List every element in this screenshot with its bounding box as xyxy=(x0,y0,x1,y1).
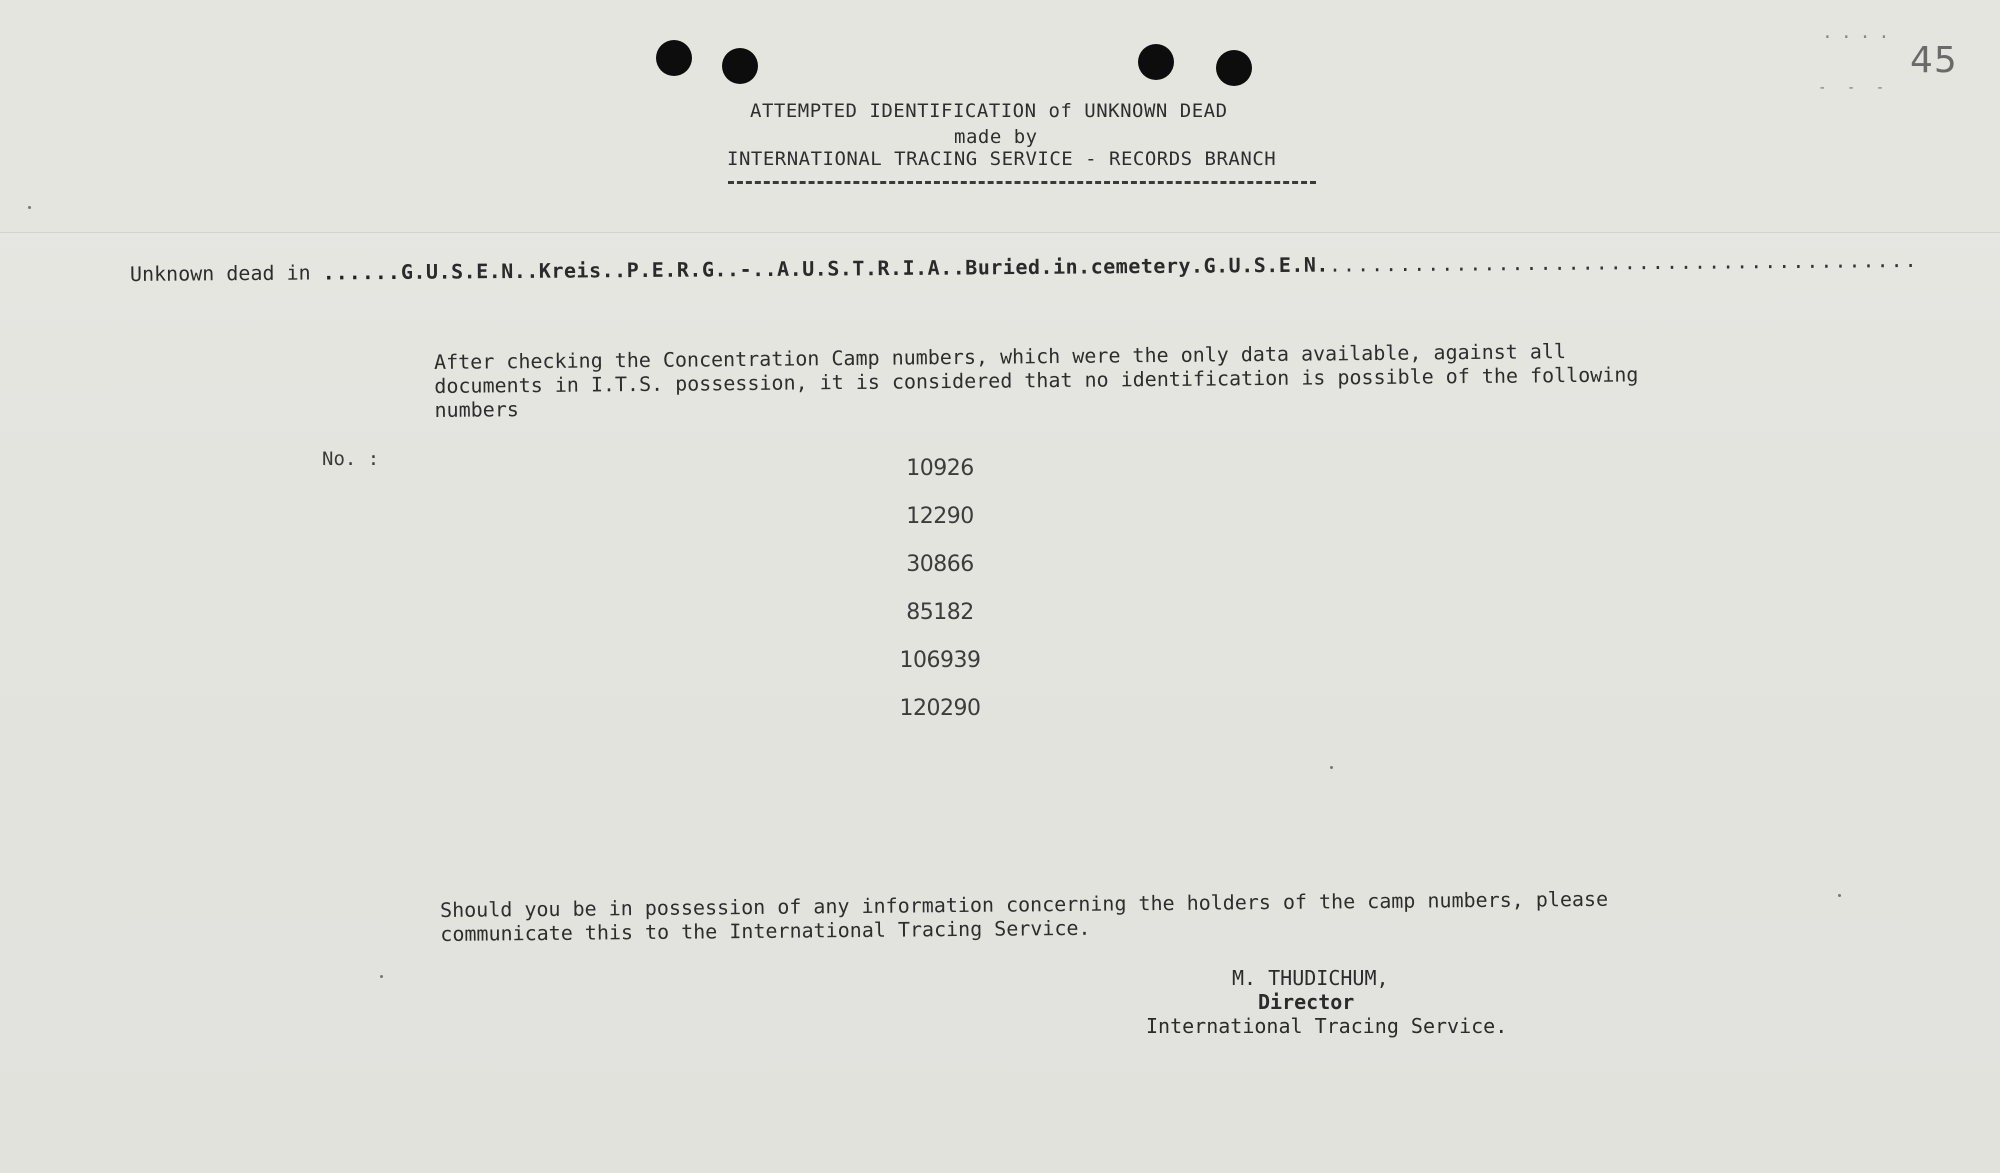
camp-numbers-list xyxy=(880,456,1000,744)
punch-hole-icon xyxy=(1138,44,1174,80)
header-made-by: made by xyxy=(954,126,1038,148)
camp-number: 106939 xyxy=(899,648,981,673)
closing-paragraph: Should you be in possession of any information concerning the holders of the camp numbers, please communicate this to the International Tracing Service. xyxy=(440,886,1609,946)
camp-number: 85182 xyxy=(906,600,974,625)
camp-number: 10926 xyxy=(906,456,974,481)
punch-hole-icon xyxy=(1216,50,1252,86)
page-number: 45 xyxy=(1910,40,1958,81)
numbers-label: No. : xyxy=(322,448,380,470)
trailing-dots: .......................................... xyxy=(1328,247,1919,277)
unknown-dead-line xyxy=(130,248,1919,286)
signature-title: Director xyxy=(1258,990,1355,1014)
camp-number: 12290 xyxy=(906,504,974,529)
punch-hole-icon xyxy=(722,48,758,84)
camp-number: 120290 xyxy=(899,696,981,721)
paper-speck xyxy=(28,206,31,209)
corner-dash-marks: - - - xyxy=(1818,80,1891,96)
unknown-dead-label: Unknown dead in xyxy=(129,260,311,286)
leader-dots: ...... xyxy=(322,259,402,285)
paper-speck xyxy=(1330,766,1333,769)
corner-marks: .... xyxy=(1822,22,1898,43)
camp-number: 30866 xyxy=(906,552,974,577)
paper-speck xyxy=(1838,894,1841,897)
header-title: ATTEMPTED IDENTIFICATION of UNKNOWN DEAD xyxy=(750,100,1228,122)
body-paragraph: After checking the Concentration Camp numbers, which were the only data available, against all documents in I.T.S. possession, it is considered that no identification is possible of the following numbers xyxy=(434,339,1639,422)
punch-hole-icon xyxy=(656,40,692,76)
signature-organization: International Tracing Service. xyxy=(1146,1014,1508,1038)
header-organization: INTERNATIONAL TRACING SERVICE - RECORDS BRANCH xyxy=(727,148,1277,170)
paper-speck xyxy=(380,975,383,978)
signature-name: M. THUDICHUM, xyxy=(1232,966,1389,990)
header-rule xyxy=(728,181,1316,184)
unknown-dead-location: G.U.S.E.N..Kreis..P.E.R.G..-..A.U.S.T.R.I.A..Buried.in.cemetery.G.U.S.E.N. xyxy=(400,252,1330,284)
